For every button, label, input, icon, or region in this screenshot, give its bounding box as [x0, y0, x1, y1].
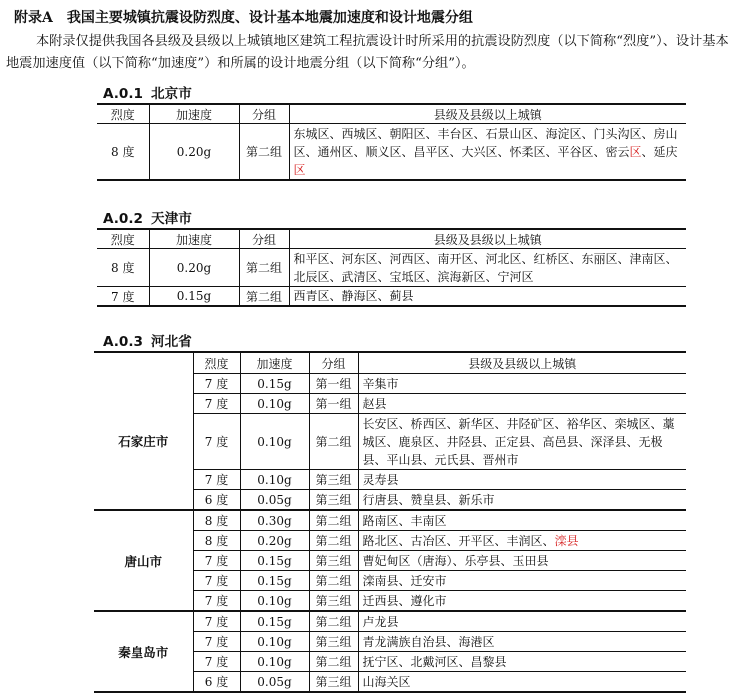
col-header-towns: 县级及县级以上城镇 — [289, 229, 686, 249]
group-cell: 第一组 — [309, 374, 358, 394]
intensity-cell: 7 度 — [193, 611, 240, 632]
group-cell: 第二组 — [309, 652, 358, 672]
group-cell: 第三组 — [309, 490, 358, 511]
acceleration-cell: 0.10g — [240, 470, 309, 490]
beijing-table — [97, 103, 686, 181]
table-row — [97, 124, 686, 181]
col-header-towns: 县级及县级以上城镇 — [358, 352, 686, 374]
acceleration-cell: 0.30g — [240, 510, 309, 531]
group-cell: 第二组 — [239, 287, 289, 307]
table-header-row — [94, 352, 686, 374]
acceleration-cell: 0.15g — [240, 551, 309, 571]
towns-cell: 西青区、静海区、蓟县 — [289, 287, 686, 307]
towns-cell: 曹妃甸区（唐海）、乐亭县、玉田县 — [358, 551, 686, 571]
section-title-hebei — [103, 330, 192, 350]
col-header-group: 分组 — [309, 352, 358, 374]
intensity-cell: 6 度 — [193, 672, 240, 693]
section-name: 河北省 — [151, 334, 192, 350]
group-cell: 第三组 — [309, 632, 358, 652]
col-header-acceleration: 加速度 — [149, 104, 239, 124]
towns-cell: 卢龙县 — [358, 611, 686, 632]
group-cell: 第二组 — [309, 571, 358, 591]
towns-cell: 青龙满族自治县、海港区 — [358, 632, 686, 652]
section-name: 天津市 — [151, 211, 192, 227]
acceleration-cell: 0.05g — [240, 490, 309, 511]
section-number: A.0.1 — [103, 86, 144, 102]
section-title-tianjin — [103, 207, 192, 227]
intensity-cell: 7 度 — [193, 632, 240, 652]
section-number: A.0.2 — [103, 211, 144, 227]
group-cell: 第二组 — [309, 611, 358, 632]
section-name: 北京市 — [151, 86, 192, 102]
col-header-group: 分组 — [239, 104, 289, 124]
acceleration-cell: 0.10g — [240, 632, 309, 652]
intensity-cell: 7 度 — [193, 470, 240, 490]
group-cell: 第三组 — [309, 672, 358, 693]
intensity-cell: 8 度 — [97, 249, 149, 287]
col-header-towns: 县级及县级以上城镇 — [289, 104, 686, 124]
table-header-row — [97, 229, 686, 249]
intensity-cell: 6 度 — [193, 490, 240, 511]
towns-cell: 迁西县、遵化市 — [358, 591, 686, 612]
section-title-beijing — [103, 82, 192, 102]
group-cell: 第二组 — [239, 249, 289, 287]
intensity-cell: 8 度 — [193, 531, 240, 551]
intensity-cell: 7 度 — [193, 394, 240, 414]
table-row — [94, 374, 686, 394]
city-name-tangshan: 唐山市 — [94, 510, 193, 611]
acceleration-cell: 0.15g — [240, 374, 309, 394]
col-header-acceleration: 加速度 — [149, 229, 239, 249]
acceleration-cell: 0.20g — [240, 531, 309, 551]
group-cell: 第二组 — [309, 531, 358, 551]
appendix-heading: 附录A 我国主要城镇抗震设防烈度、设计基本地震加速度和设计地震分组 — [14, 10, 473, 26]
tianjin-table — [97, 228, 686, 307]
city-name-qinhuangdao: 秦皇岛市 — [118, 644, 169, 660]
towns-text: 路北区、古冶区、开平区、丰润区、 — [362, 533, 555, 548]
intensity-cell: 7 度 — [193, 374, 240, 394]
intensity-cell: 7 度 — [193, 591, 240, 612]
city-header-blank — [94, 352, 193, 374]
intensity-cell: 7 度 — [193, 414, 240, 470]
col-header-group: 分组 — [239, 229, 289, 249]
table-row — [97, 287, 686, 307]
intensity-cell: 8 度 — [97, 124, 149, 181]
acceleration-cell: 0.20g — [149, 249, 239, 287]
towns-cell: 辛集市 — [358, 374, 686, 394]
intensity-cell: 7 度 — [193, 571, 240, 591]
group-cell: 第三组 — [309, 470, 358, 490]
group-cell: 第二组 — [309, 414, 358, 470]
intensity-cell: 8 度 — [193, 510, 240, 531]
towns-cell: 路南区、丰南区 — [358, 510, 686, 531]
city-name-shijiazhuang: 石家庄市 — [94, 374, 193, 511]
towns-cell: 长安区、桥西区、新华区、井陉矿区、裕华区、栾城区、藁城区、鹿泉区、井陉县、正定县、高邑县、深泽县、无极县、平山县、元氏县、晋州市 — [358, 414, 686, 470]
col-header-intensity: 烈度 — [97, 104, 149, 124]
acceleration-cell: 0.15g — [240, 611, 309, 632]
intensity-cell: 7 度 — [97, 287, 149, 307]
towns-cell — [289, 124, 686, 181]
col-header-intensity: 烈度 — [193, 352, 240, 374]
towns-cell: 赵县 — [358, 394, 686, 414]
table-row — [94, 611, 686, 632]
acceleration-cell: 0.20g — [149, 124, 239, 181]
table-row — [94, 510, 686, 531]
col-header-acceleration: 加速度 — [240, 352, 309, 374]
group-cell: 第二组 — [239, 124, 289, 181]
towns-highlight: 区 — [293, 162, 306, 177]
towns-cell: 山海关区 — [358, 672, 686, 693]
towns-highlight: 滦县 — [554, 533, 579, 548]
towns-cell — [358, 531, 686, 551]
acceleration-cell: 0.10g — [240, 591, 309, 612]
intensity-cell: 7 度 — [193, 551, 240, 571]
hebei-table — [94, 351, 686, 693]
acceleration-cell: 0.15g — [240, 571, 309, 591]
towns-cell: 和平区、河东区、河西区、南开区、河北区、红桥区、东丽区、津南区、北辰区、武清区、宝坻区、滨海新区、宁河区 — [289, 249, 686, 287]
table-header-row — [97, 104, 686, 124]
towns-cell: 行唐县、赞皇县、新乐市 — [358, 490, 686, 511]
col-header-intensity: 烈度 — [97, 229, 149, 249]
acceleration-cell: 0.10g — [240, 652, 309, 672]
table-row — [97, 249, 686, 287]
towns-text: 、延庆 — [641, 144, 678, 159]
acceleration-cell: 0.10g — [240, 414, 309, 470]
group-cell: 第三组 — [309, 551, 358, 571]
towns-cell: 灵寿县 — [358, 470, 686, 490]
acceleration-cell: 0.15g — [149, 287, 239, 307]
intro-paragraph: 本附录仅提供我国各县级及县级以上城镇地区建筑工程抗震设计时所采用的抗震设防烈度（以下简称“烈度”）、设计基本地震加速度值（以下简称“加速度”）和所属的设计地震分组（以下简称“分组”）。 — [6, 34, 729, 71]
group-cell: 第一组 — [309, 394, 358, 414]
section-number: A.0.3 — [103, 334, 144, 350]
intensity-cell: 7 度 — [193, 652, 240, 672]
group-cell: 第三组 — [309, 591, 358, 612]
towns-text: 东城区、西城区、朝阳区、丰台区、石景山区、海淀区、门头沟区、房山区、通州区、顺义区、昌平区、大兴区、怀柔区、平谷区、密云 — [293, 126, 678, 159]
towns-highlight: 区 — [629, 144, 642, 159]
acceleration-cell: 0.05g — [240, 672, 309, 693]
towns-cell: 抚宁区、北戴河区、昌黎县 — [358, 652, 686, 672]
towns-cell: 滦南县、迁安市 — [358, 571, 686, 591]
group-cell: 第二组 — [309, 510, 358, 531]
acceleration-cell: 0.10g — [240, 394, 309, 414]
